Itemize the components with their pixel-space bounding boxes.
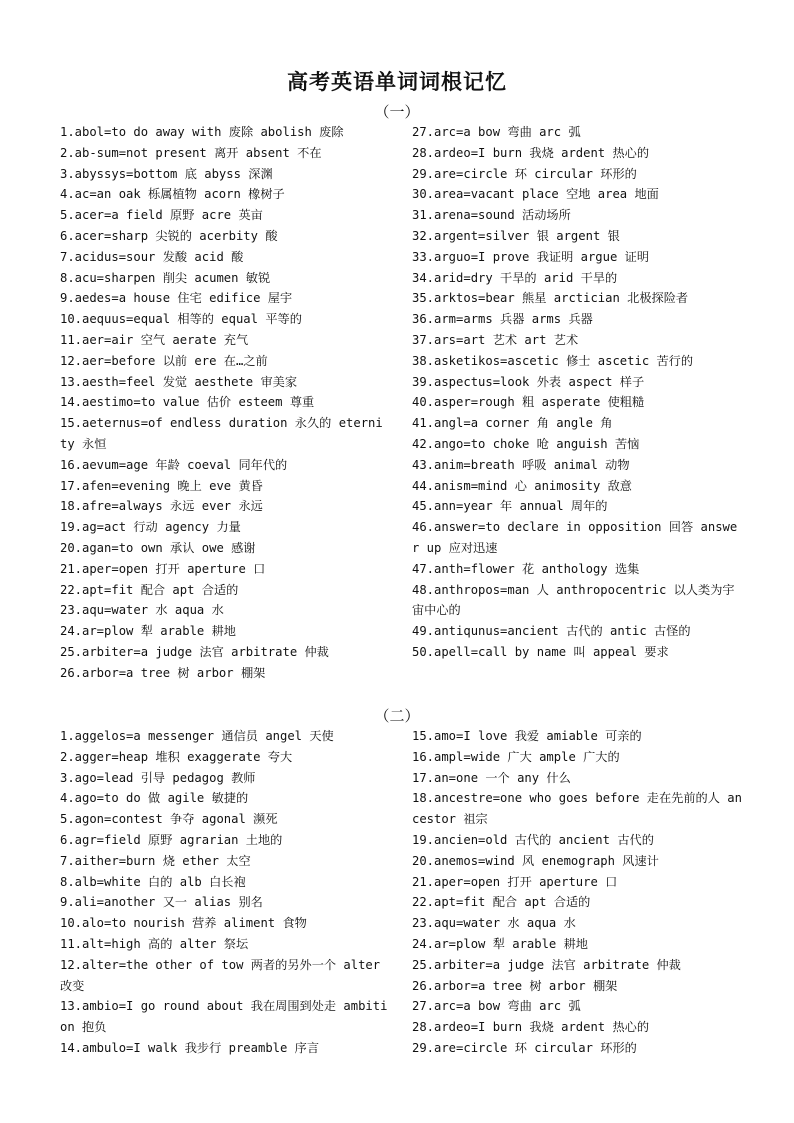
section-1-left-column (60, 122, 390, 684)
word-root-entry: 2.ab-sum=not present 离开 absent 不在 (60, 145, 322, 160)
word-root-entry: 47.anth=flower 花 anthology 选集 (412, 561, 640, 576)
word-root-entry: 18.ancestre=one who goes before 走在先前的人 ancestor 祖宗 (412, 791, 742, 827)
word-root-entry: 25.arbiter=a judge 法官 arbitrate 仲裁 (60, 644, 329, 659)
word-root-entry: 1.aggelos=a messenger 通信员 angel 天使 (60, 729, 334, 743)
word-root-entry: 26.arbor=a tree 树 arbor 棚架 (412, 978, 618, 993)
section-heading-1: （一） (374, 103, 420, 121)
word-root-entry: 27.arc=a bow 弯曲 arc 弧 (412, 999, 581, 1014)
word-root-entry: 34.arid=dry 干旱的 arid 干旱的 (412, 270, 618, 285)
word-root-entry: 22.apt=fit 配合 apt 合适的 (60, 582, 239, 597)
word-root-entry: 30.area=vacant place 空地 area 地面 (412, 187, 659, 202)
word-root-entry: 12.aer=before 以前 ere 在…之前 (60, 353, 268, 368)
word-root-entry: 5.agon=contest 争夺 agonal 濒死 (60, 812, 278, 827)
word-root-entry: 13.aesth=feel 发觉 aesthete 审美家 (60, 374, 298, 389)
word-root-entry: 39.aspectus=look 外表 aspect 样子 (412, 374, 645, 389)
word-root-entry: 10.aequus=equal 相等的 equal 平等的 (60, 312, 302, 327)
section-heading-2: （二） (374, 707, 420, 725)
word-root-entry: 45.ann=year 年 annual 周年的 (412, 499, 608, 514)
word-root-entry: 26.arbor=a tree 树 arbor 棚架 (60, 665, 266, 680)
word-root-entry: 32.argent=silver 银 argent 银 (412, 228, 620, 243)
word-root-entry: 4.ago=to do 做 agile 敏捷的 (60, 791, 249, 806)
word-root-entry: 37.ars=art 艺术 art 艺术 (412, 332, 579, 347)
word-root-entry: 19.ancien=old 古代的 ancient 古代的 (412, 832, 654, 847)
word-root-entry: 9.aedes=a house 住宅 edifice 屋宇 (60, 291, 293, 306)
word-root-entry: 17.afen=evening 晚上 eve 黄昏 (60, 478, 263, 493)
word-root-entry: 28.ardeo=I burn 我烧 ardent 热心的 (412, 1020, 650, 1035)
word-root-entry: 20.anemos=wind 风 enemograph 风速计 (412, 853, 659, 868)
word-root-entry: 9.ali=another 又一 alias 别名 (60, 895, 263, 910)
word-root-entry: 18.afre=always 永远 ever 永远 (60, 499, 263, 514)
word-root-entry: 40.asper=rough 粗 asperate 使粗糙 (412, 395, 645, 410)
word-root-entry: 20.agan=to own 承认 owe 感谢 (60, 540, 256, 555)
word-root-entry: 31.arena=sound 活动场所 (412, 208, 571, 223)
word-root-entry: 1.abol=to do away with 废除 abolish 废除 (60, 125, 344, 139)
word-root-entry: 50.apell=call by name 叫 appeal 要求 (412, 644, 669, 659)
section-2-left-column (60, 726, 390, 1059)
word-root-entry: 7.acidus=sour 发酸 acid 酸 (60, 249, 244, 264)
word-root-entry: 14.aestimo=to value 估价 esteem 尊重 (60, 395, 315, 410)
word-root-entry: 43.anim=breath 呼吸 animal 动物 (412, 457, 630, 472)
word-root-entry: 16.aevum=age 年龄 coeval 同年代的 (60, 457, 288, 472)
word-root-entry: 42.ango=to choke 呛 anguish 苦恼 (412, 436, 640, 451)
word-root-entry: 49.antiqunus=ancient 古代的 antic 古怪的 (412, 624, 691, 639)
word-root-entry: 11.aer=air 空气 aerate 充气 (60, 332, 249, 347)
page-title: 高考英语单词词根记忆 (287, 70, 507, 94)
word-root-entry: 10.alo=to nourish 营养 aliment 食物 (60, 916, 307, 931)
word-root-entry: 11.alt=high 高的 alter 祭坛 (60, 936, 249, 951)
word-root-entry: 29.are=circle 环 circular 环形的 (412, 166, 637, 181)
word-root-entry: 21.aper=open 打开 aperture 口 (60, 561, 266, 576)
word-root-entry: 13.ambio=I go round about 我在周围到处走 ambition 抱负 (60, 999, 388, 1035)
word-root-entry: 15.aeternus=of endless duration 永久的 eternity 永恒 (60, 416, 383, 451)
word-root-entry: 3.ago=lead 引导 pedagog 教师 (60, 770, 256, 785)
word-root-entry: 4.ac=an oak 栎属植物 acorn 橡树子 (60, 187, 285, 202)
word-root-entry: 41.angl=a corner 角 angle 角 (412, 416, 613, 431)
word-root-entry: 46.answer=to declare in opposition 回答 answer up 应对迅速 (412, 520, 738, 555)
word-root-entry: 6.agr=field 原野 agrarian 土地的 (60, 832, 283, 847)
word-root-entry: 23.aqu=water 水 aqua 水 (412, 916, 576, 931)
word-root-entry: 28.ardeo=I burn 我烧 ardent 热心的 (412, 145, 650, 160)
word-root-entry: 48.anthropos=man 人 anthropocentric 以人类为宇宙中心的 (412, 582, 735, 618)
word-root-entry: 35.arktos=bear 熊星 arctician 北极探险者 (412, 291, 689, 306)
word-root-entry: 36.arm=arms 兵器 arms 兵器 (412, 312, 593, 327)
word-root-entry: 33.arguo=I prove 我证明 argue 证明 (412, 249, 650, 264)
section-2-right-column (412, 726, 742, 1059)
word-root-entry: 22.apt=fit 配合 apt 合适的 (412, 895, 591, 910)
word-root-entry: 12.alter=the other of tow 两者的另外一个 alter 改变 (60, 957, 381, 993)
word-root-entry: 38.asketikos=ascetic 修士 ascetic 苦行的 (412, 353, 694, 368)
word-root-entry: 24.ar=plow 犁 arable 耕地 (60, 624, 236, 639)
word-root-entry: 14.ambulo=I walk 我步行 preamble 序言 (60, 1040, 320, 1055)
word-root-entry: 3.abyssys=bottom 底 abyss 深渊 (60, 166, 273, 181)
word-root-entry: 24.ar=plow 犁 arable 耕地 (412, 936, 588, 951)
word-root-entry: 44.anism=mind 心 animosity 敌意 (412, 478, 632, 493)
word-root-entry: 29.are=circle 环 circular 环形的 (412, 1040, 637, 1055)
word-root-entry: 2.agger=heap 堆积 exaggerate 夸大 (60, 749, 293, 764)
word-root-entry: 17.an=one 一个 any 什么 (412, 770, 571, 785)
word-root-entry: 5.acer=a field 原野 acre 英亩 (60, 208, 263, 223)
word-root-entry: 7.aither=burn 烧 ether 太空 (60, 853, 251, 868)
word-root-entry: 8.alb=white 白的 alb 白长袍 (60, 874, 246, 889)
word-root-entry: 25.arbiter=a judge 法官 arbitrate 仲裁 (412, 957, 681, 972)
word-root-entry: 16.ampl=wide 广大 ample 广大的 (412, 749, 620, 764)
word-root-entry: 21.aper=open 打开 aperture 口 (412, 874, 618, 889)
word-root-entry: 23.aqu=water 水 aqua 水 (60, 603, 224, 618)
section-1-right-column (412, 122, 742, 663)
word-root-entry: 8.acu=sharpen 削尖 acumen 敏锐 (60, 270, 271, 285)
word-root-entry: 15.amo=I love 我爱 amiable 可亲的 (412, 729, 642, 743)
word-root-entry: 27.arc=a bow 弯曲 arc 弧 (412, 125, 581, 139)
word-root-entry: 6.acer=sharp 尖锐的 acerbity 酸 (60, 228, 278, 243)
word-root-entry: 19.ag=act 行动 agency 力量 (60, 520, 241, 535)
